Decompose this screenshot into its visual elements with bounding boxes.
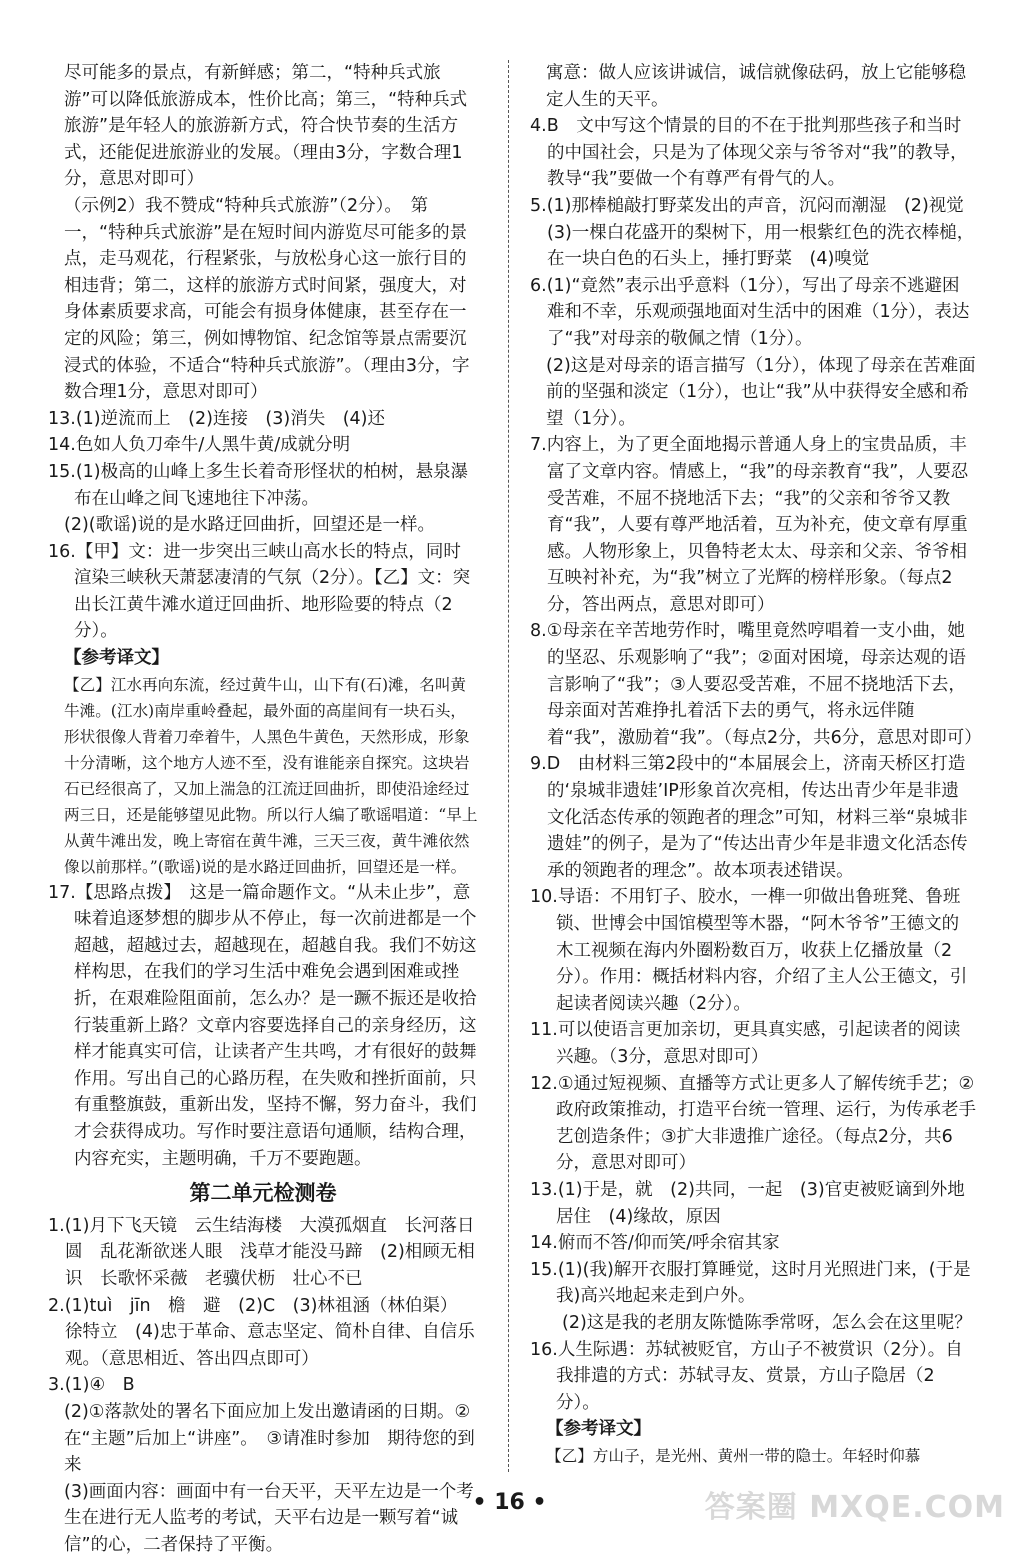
reference-translation: 【乙】方山子，是光州、黄州一带的隐士。年轻时仰慕 [546,1446,921,1465]
watermark-logo: 答案圈 MXQE.COM [704,1490,1005,1525]
answer-paragraph: 13.(1)于是，就 (2)共同，一起 (3)官吏被贬谪到外地居住 (4)缘故，原因 [530,1179,965,1227]
reference-heading: 【参考译文】 [64,648,169,669]
left-column [48,60,478,1559]
reference-translation: 【乙】江水再向东流，经过黄牛山，山下有(石)滩，名叫黄牛滩。(江水)南岸重岭叠起，最外面的高崖间有一块石头，形状很像人背着刀牵着牛，人黑色牛黄色，天然形成，形象十分清晰，这个地方人迹不至，没有谁能亲自探究。这块岩石已经很高了，又加上湍急的江流迂回曲折，即使沿途经过两三日，还是能够望见此物。所以行人编了歌谣唱道：“早上从黄牛滩出发，晚上寄宿在黄牛滩，三天三夜，黄牛滩依然像以前那样。”(歌谣)说的是水路迂回曲折，回望还是一样。 [64,675,478,876]
answer-paragraph: 14.色如人负刀牵牛/人黑牛黄/成就分明 [48,435,351,456]
section-title: 第二单元检测卷 [189,1181,337,1206]
answer-paragraph: (2)(歌谣)说的是水路迂回曲折，回望还是一样。 [64,515,435,536]
right-column [530,60,982,1469]
answer-paragraph: (2)这是对母亲的语言描写（1分），体现了母亲在苦难面前的坚强和淡定（1分），也让“我”从中获得安全感和希望（1分）。 [546,355,976,429]
answer-paragraph: 4.B 文中写这个情景的目的不在于批判那些孩子和当时的中国社会，只是为了体现父亲与爷爷对“我”的教导，教导“我”要做一个有尊严有骨气的人。 [530,116,968,190]
answer-paragraph: 尽可能多的景点，有新鲜感；第二，“特种兵式旅游”可以降低旅游成本，性价比高；第三，“特种兵式旅游”是年轻人的旅游新方式，符合快节奏的生活方式，还能促进旅游业的发展。（理由3分，字数合理1分，意思对即可） [64,63,468,190]
answer-paragraph: (2)①落款处的署名下面应加上发出邀请函的日期。②在“主题”后加上“讲座”。 ③请准时参加 期待您的到来 [64,1401,475,1476]
answer-paragraph: 7.内容上，为了更全面地揭示普通人身上的宝贵品质，丰富了文章内容。情感上，“我”的母亲教育“我”，人要忍受苦难，不屈不挠地活下去；“我”的父亲和爷爷又教育“我”，人要有尊严地活着，互为补充，使文章有厚重感。人物形象上，贝鲁特老太太、母亲和父亲、爷爷相互映衬补充，为“我”树立了光辉的榜样形象。（每点2分，答出两点，意思对即可） [530,435,969,615]
answer-paragraph: 10.导语：不用钉子、胶水，一榫一卯做出鲁班凳、鲁班锁、世博会中国馆模型等木器，“阿木爷爷”王德文的木工视频在海内外圈粉数百万，收获上亿播放量（2分）。作用：概括材料内容，介绍了主人公王德文，引起读者阅读兴趣（2分）。 [530,887,968,1014]
answer-paragraph: 16.人生际遇：苏轼被贬官，方山子不被赏识（2分）。自我排遣的方式：苏轼寻友、赏景，方山子隐居（2分）。 [530,1339,963,1413]
answer-paragraph: (2)这是我的老朋友陈慥陈季常呀，怎么会在这里呢？ [562,1312,972,1333]
answer-paragraph: 17.【思路点拨】 这是一篇命题作文。“从未止步”，意味着追逐梦想的脚步从不停止，每一次前进都是一个超越，超越过去，超越现在，超越自我。我们不妨这样构思，在我们的学习生活中难免会遇到困难或挫折，在艰难险阻面前，怎么办？是一蹶不振还是收拾行装重新上路？文章内容要选择自己的亲身经历，这样才能真实可信，让读者产生共鸣，才有很好的鼓舞作用。写出自己的心路历程，在失败和挫折面前，只有重整旗鼓，重新出发，坚持不懈，努力奋斗，我们才会获得成功。写作时要注意语句通顺，结构合理，内容充实，主题明确，千万不要跑题。 [48,882,477,1169]
answer-paragraph: 9.D 由材料三第2段中的“本届展会上，济南天桥区打造的‘泉城非遗娃’IP形象首次亮相，传达出青少年是非遗文化活态传承的领跑者的理念”可知，材料三举“泉城非遗娃”的例子，是为了“传达出青少年是非遗文化活态传承的领跑者的理念”。故本项表述错误。 [530,754,968,881]
answer-paragraph: 2.(1)tuì jīn 檐 避 (2)C (3)林祖涵（林伯渠） 徐特立 (4)忠于革命、意志坚定、简朴自律、自信乐观。（意思相近、答出四点即可） [48,1295,475,1369]
answer-paragraph: 3.(1)④ B [48,1375,135,1396]
answer-paragraph: 14.俯而不答/仰而笑/呼余宿其家 [530,1233,780,1254]
column-divider [508,60,509,1472]
answer-paragraph: (3)画面内容：画面中有一台天平，天平左边是一个考生在进行无人监考的考试，天平右边是一颗写着“诚信”的心，二者保持了平衡。 [64,1481,474,1555]
answer-paragraph: 13.(1)逆流而上 (2)连接 (3)消失 (4)还 [48,408,385,429]
answer-paragraph: （示例2）我不赞成“特种兵式旅游”（2分）。 第一，“特种兵式旅游”是在短时间内游览尽可能多的景点，走马观花，行程紧张，与放松身心这一旅行目的相违背；第二，这样的旅游方式时间紧，强度大，对身体素质要求高，可能会有损身体健康，甚至存在一定的风险；第三，例如博物馆、纪念馆等景点需要沉浸式的体验，不适合“特种兵式旅游”。（理由3分，字数合理1分，意思对即可） [64,195,470,403]
answer-paragraph: 寓意：做人应该讲诚信，诚信就像砝码，放上它能够稳定人生的天平。 [546,63,966,110]
answer-paragraph: 16.【甲】文：进一步突出三峡山高水长的特点，同时渲染三峡秋天萧瑟凄清的气氛（2分）。【乙】文：突出长江黄牛滩水道迂回曲折、地形险要的特点（2分）。 [48,541,471,642]
answer-paragraph: 5.(1)那棒槌敲打野菜发出的声音，沉闷而潮湿 (2)视觉 (3)一棵白花盛开的梨树下，用一根紫红色的洗衣棒槌，在一块白色的石头上，捶打野菜 (4)嗅觉 [530,195,982,270]
answer-paragraph: 12.①通过短视频、直播等方式让更多人了解传统手艺；②政府政策推动，打造平台统一管理、运行，为传承老手艺创造条件；③扩大非遗推广途径。（每点2分，共6分，意思对即可） [530,1073,976,1174]
reference-heading: 【参考译文】 [546,1419,651,1440]
page-number: • 16 • [472,1490,547,1515]
answer-paragraph: 11.可以使语言更加亲切，更具真实感，引起读者的阅读兴趣。（3分，意思对即可） [530,1020,961,1067]
answer-paragraph: 6.(1)“竟然”表示出乎意料（1分），写出了母亲不逃避困难和不幸，乐观顽强地面对生活中的困难（1分），表达了“我”对母亲的敬佩之情（1分）。 [530,275,970,349]
answer-paragraph: 15.(1)极高的山峰上多生长着奇形怪状的柏树，悬泉瀑布在山峰之间飞速地往下冲荡。 [48,461,469,509]
answer-paragraph: 8.①母亲在辛苦地劳作时，嘴里竟然哼唱着一支小曲，她的坚忍、乐观影响了“我”；②面对困境，母亲达观的语言影响了“我”；③人要忍受苦难，不屈不挠地活下去，母亲面对苦难挣扎着活下去的勇气，将永远伴随着“我”，激励着“我”。（每点2分，共6分，意思对即可） [530,621,982,748]
answer-paragraph: 15.(1)(我)解开衣服打算睡觉，这时月光照进门来，(于是我)高兴地起来走到户外。 [530,1259,971,1307]
answer-paragraph: 1.(1)月下飞天镜 云生结海楼 大漠孤烟直 长河落日圆 乱花渐欲迷人眼 浅草才能没马蹄 (2)相顾无相识 长歌怀采薇 老骥伏枥 壮心不已 [48,1215,475,1289]
